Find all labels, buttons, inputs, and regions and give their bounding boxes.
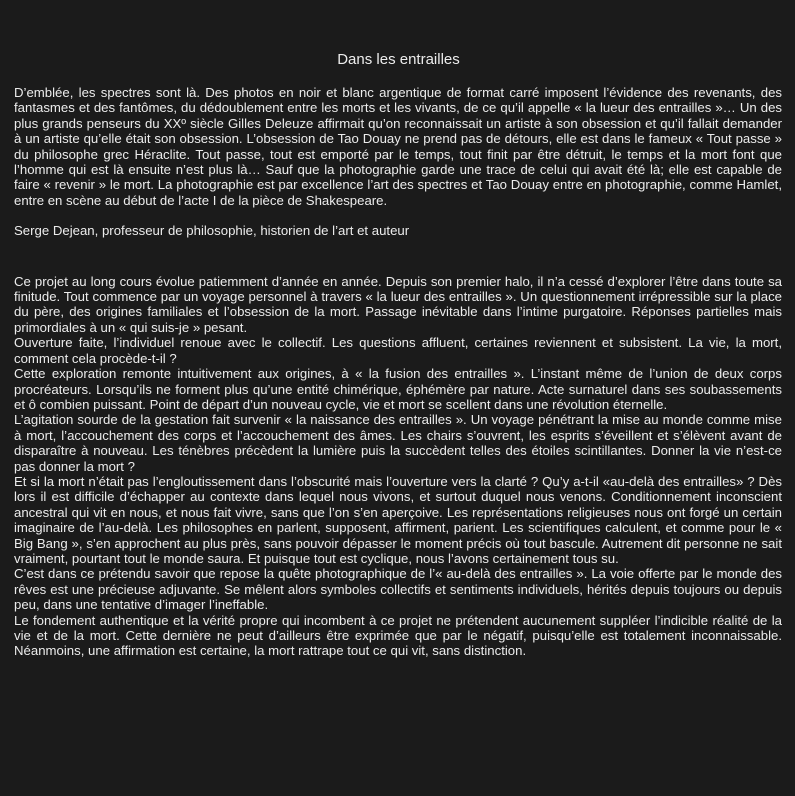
body-paragraph: C’est dans ce prétendu savoir que repose la quête photographique de l’« au-delà des entrailles ». La voie offerte par le monde des rêves est une précieuse adjuvante. Se mêlent alors symboles collectifs et sentiments individuels, hérités depuis toujours ou depuis peu, dans une tentative d’imager l’ineffable. bbox=[14, 566, 782, 613]
intro-paragraph: D’emblée, les spectres sont là. Des photos en noir et blanc argentique de format carré imposent l’évidence des revenants, des fantasmes et des fantômes, du dédoublement entre les morts et les vivants, de ce qu’il appelle « la lueur des entrailles »… Un des plus grands penseurs du XXº siècle Gilles Deleuze affirmait qu’on reconnaissait un artiste à son obsession et qu’il fallait demander à un artiste qu’elle était son obsession. L’obsession de Tao Douay ne prend pas de détours, elle est dans le fameux « Tout passe » du philosophe grec Héraclite. Tout passe, tout est emporté par le temps, tout finit par être détruit, le temps et la mort font que l’homme qui est là ensuite n’est plus là… Sauf que la photographie garde une trace de celui qui avait été là; elle est capable de faire « revenir » le mort. La photographie est par excellence l’art des spectres et Tao Douay entre en photographie, comme Hamlet, entre en scène au début de l’acte I de la pièce de Shakespeare. bbox=[14, 85, 782, 208]
body-paragraph: Et si la mort n’était pas l’engloutissement dans l’obscurité mais l’ouverture vers la clarté ? Qu’y a-t-il «au-delà des entrailles» ? Dès lors il est difficile d’échapper au contexte dans lequel nous vivons, et surtout duquel nous venons. Conditionnement inconscient ancestral qui vit en nous, et nous fait vivre, sans que l’on s’en aperçoive. Les représentations religieuses nous ont forgé un certain imaginaire de l’au-delà. Les philosophes en parlent, supposent, affirment, parient. Les scientifiques calculent, et comme pour le « Big Bang », s’en approchent au plus près, sans pouvoir dépasser le moment précis où tout bascule. Autrement dit personne ne sait vraiment, pourtant tout le monde saura. Et puisque tout est cyclique, nous l’avons certainement tous su. bbox=[14, 473, 782, 566]
author-byline: Serge Dejean, professeur de philosophie, historien de l’art et auteur bbox=[14, 223, 410, 239]
body-paragraph: Le fondement authentique et la vérité propre qui incombent à ce projet ne prétendent aucunement suppléer l’indicible réalité de la vie et de la mort. Cette dernière ne peut d’ailleurs être exprimée que par le négatif, puisqu’elle est totalement inconnaissable. Néanmoins, une affirmation est certaine, la mort rattrape tout ce qui vit, sans distinction. bbox=[14, 612, 782, 659]
body-paragraph: Ouverture faite, l’individuel renoue avec le collectif. Les questions affluent, certaines reviennent et subsistent. La vie, la mort, comment cela procède-t-il ? bbox=[14, 335, 782, 366]
body-paragraph: L’agitation sourde de la gestation fait survenir « la naissance des entrailles ». Un voyage pénétrant la mise au monde comme mise à mort, l’accouchement des corps et l’accouchement des âmes. Les chairs s’ouvrent, les esprits s’éveillent et s’élèvent avant de disparaître à nouveau. Les ténèbres précèdent la lumière puis la succèdent telles des étoiles scintillantes. Donner la vie n’est-ce pas donner la mort ? bbox=[14, 412, 782, 474]
body-paragraph: Ce projet au long cours évolue patiemment d’année en année. Depuis son premier halo, il n’a cessé d’explorer l’être dans toute sa finitude. Tout commence par un voyage personnel à travers « la lueur des entrailles ». Un questionnement irrépressible sur la place du père, des origines familiales et l’obsession de la mort. Passage inévitable dans l’intime purgatoire. Réponses partielles mais primordiales à un « qui suis-je » pesant. bbox=[14, 273, 782, 335]
document-title: Dans les entrailles bbox=[337, 51, 460, 68]
project-text bbox=[14, 274, 782, 659]
body-paragraph: Cette exploration remonte intuitivement aux origines, à « la fusion des entrailles ». L’instant même de l’union de deux corps procréateurs. Lorsqu’ils ne forment plus qu’une entité chimérique, éphémère par nature. Acte surnaturel dans ses soubassements et ô combien puissant. Point de départ d’un nouveau cycle, vie et mort se scellent dans une révolution éternelle. bbox=[14, 366, 782, 412]
